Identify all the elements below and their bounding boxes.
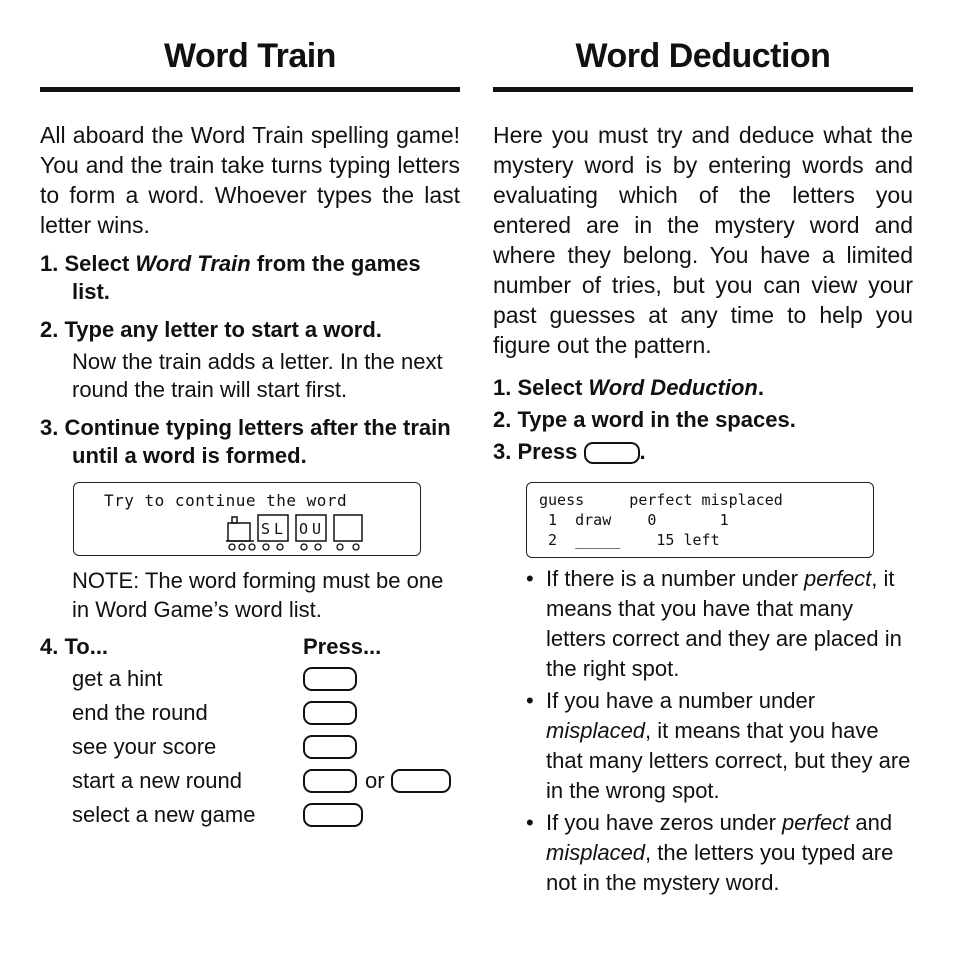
word-deduction-section [493, 0, 913, 898]
table-row [40, 730, 460, 764]
word-deduction-step-2: 2. Type a word in the spaces. [493, 407, 796, 432]
list-item: • If there is a number under perfect, it means that you have that many letters correct and they are placed in the right spot. [526, 566, 902, 681]
hint-key-icon [303, 667, 357, 691]
table-row [40, 662, 460, 696]
or-label: or [365, 768, 385, 793]
title-divider [40, 87, 460, 92]
train-letter-3: O [299, 520, 309, 538]
table-header-to: 4. To... [40, 634, 109, 659]
screen-row-2: 2 _____ 15 left [539, 531, 720, 549]
word-train-step-2: 2. Type any letter to start a word. [40, 317, 382, 342]
title-divider [493, 87, 913, 92]
end-round-key-icon [303, 701, 357, 725]
action-label: start a new round [72, 768, 242, 793]
word-deduction-intro: Here you must try and deduce what the mystery word is by entering words and evaluating which of the letters you entered are in the mystery word and where they belong. You have a limited number of tries, but you can view your past guesses at any time to help you figure out the pattern. [493, 122, 913, 358]
word-train-step-1: 1. Select Word Train from the games list. [40, 251, 421, 304]
score-key-icon [303, 735, 357, 759]
new-round-key-icon [303, 769, 357, 793]
table-row [40, 696, 460, 730]
word-train-title: Word Train [164, 37, 336, 75]
word-train-intro: All aboard the Word Train spelling game! You and the train take turns typing letters to form a word. Whoever types the last letter wins. [40, 122, 460, 238]
bullet-list [493, 564, 913, 898]
new-game-key-icon [303, 803, 363, 827]
table-row [40, 798, 460, 832]
word-deduction-title: Word Deduction [575, 37, 831, 75]
action-label: see your score [72, 734, 217, 759]
action-label: select a new game [72, 802, 256, 827]
word-deduction-step-1: 1. Select Word Deduction. [493, 375, 764, 400]
alt-new-round-key-icon [391, 769, 451, 793]
action-label: get a hint [72, 666, 163, 691]
train-letter-1: S [261, 520, 271, 538]
key-table [40, 632, 460, 832]
action-label: end the round [72, 700, 208, 725]
enter-key-icon [584, 442, 640, 464]
train-letter-4: U [312, 520, 322, 538]
word-train-note: NOTE: The word forming must be one in Word Game’s word list. [72, 568, 444, 622]
screen-prompt: Try to continue the word [104, 491, 348, 510]
table-row [40, 764, 460, 798]
train-wheels [229, 544, 359, 550]
train-graphic [224, 511, 404, 553]
screen-row-1: 1 draw 0 1 [539, 511, 729, 529]
train-engine-icon [226, 517, 254, 541]
word-deduction-step-3: 3. Press . [493, 439, 646, 464]
table-header-press: Press... [303, 634, 382, 659]
list-item: • If you have zeros under perfect and misplaced, the letters you typed are not in the mystery word. [526, 810, 894, 895]
word-deduction-screen [526, 482, 874, 558]
word-train-step-3: 3. Continue typing letters after the train until a word is formed. [40, 415, 451, 468]
word-train-step-2-note: Now the train adds a letter. In the next round the train will start first. [72, 349, 443, 402]
screen-header: guess perfect misplaced [539, 491, 783, 509]
list-item: • If you have a number under misplaced, it means that you have that many letters correct, but they are in the wrong spot. [526, 688, 911, 803]
word-train-section [40, 0, 460, 832]
train-letter-2: L [274, 520, 284, 538]
word-train-screen [73, 482, 421, 556]
